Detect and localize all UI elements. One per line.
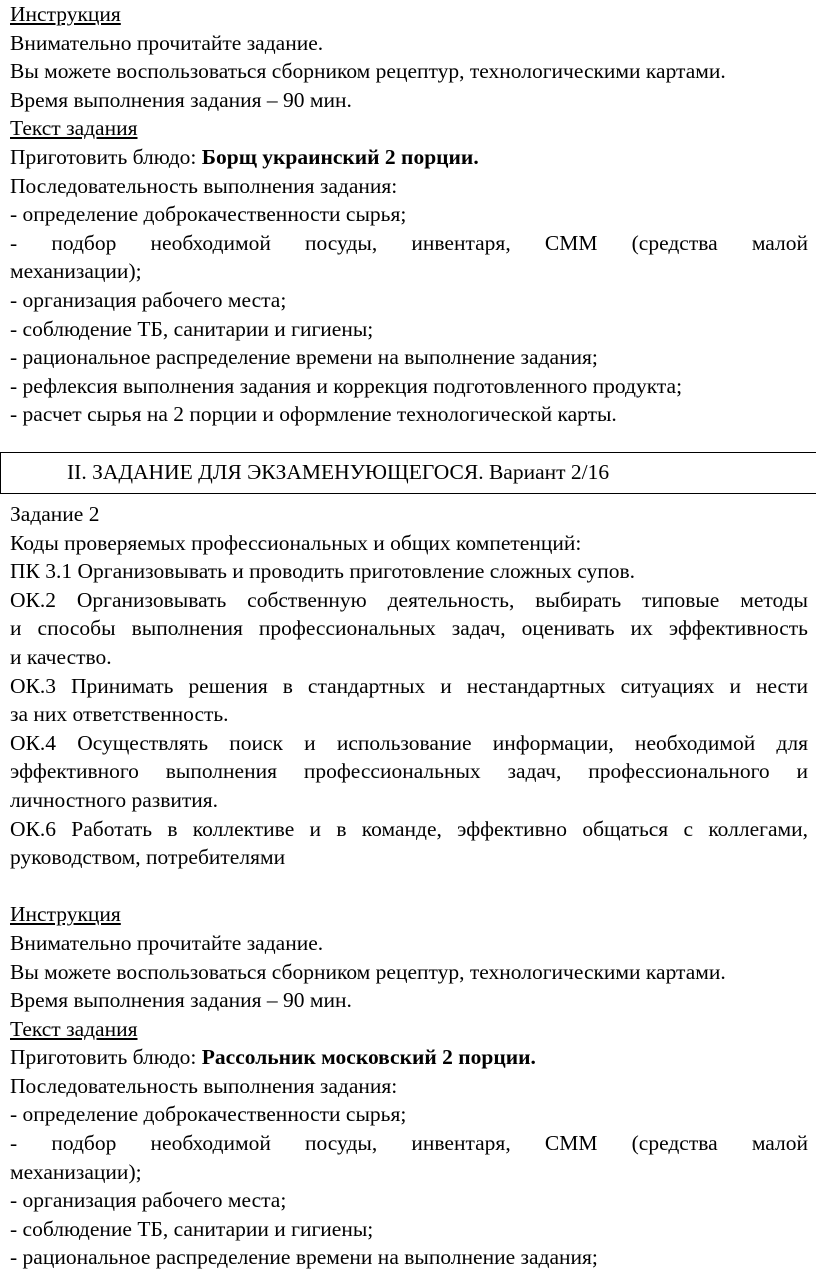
task-prefix: Приготовить блюдо: — [10, 144, 202, 169]
task-line — [10, 1043, 808, 1072]
step-item: - подбор необходимой посуды, инвентаря, СММ (средства малой — [10, 1131, 808, 1156]
instruction-line: Вы можете воспользоваться сборником рецептур, технологическими картами. — [10, 959, 726, 984]
competency-line: ОК.3 Принимать решения в стандартных и нестандартных ситуациях и нести — [10, 673, 808, 698]
task-text-heading: Текст задания — [10, 116, 138, 141]
instruction-heading: Инструкция — [10, 902, 121, 927]
competency-line: ОК.4 Осуществлять поиск и использование информации, необходимой для — [10, 730, 808, 755]
step-item: - соблюдение ТБ, санитарии и гигиены; — [10, 316, 374, 341]
step-item: механизации); — [10, 259, 142, 284]
step-item: механизации); — [10, 1159, 142, 1184]
competency-line: личностного развития. — [10, 787, 219, 812]
competency-line: ОК.6 Работать в коллективе и в команде, эффективно общаться с коллегами, — [10, 816, 808, 841]
sequence-heading: Последовательность выполнения задания: — [10, 173, 398, 198]
step-item: - соблюдение ТБ, санитарии и гигиены; — [10, 1216, 374, 1241]
step-item: - организация рабочего места; — [10, 287, 287, 312]
competency-line: и качество. — [10, 644, 112, 669]
task-number: Задание 2 — [10, 502, 100, 526]
step-item: - рациональное распределение времени на выполнение задания; — [10, 345, 598, 370]
step-item: - определение доброкачественности сырья; — [10, 1102, 407, 1127]
task-line — [10, 143, 808, 172]
step-item: - подбор необходимой посуды, инвентаря, СММ (средства малой — [10, 230, 808, 255]
competency-line: и способы выполнения профессиональных задач, оценивать их эффективность — [10, 616, 808, 641]
competency-line: эффективного выполнения профессиональных задач, профессионального и — [10, 759, 808, 784]
task-block-1 — [10, 0, 808, 429]
blank-line — [10, 872, 808, 901]
step-item: - рефлексия выполнения задания и коррекция подготовленного продукта; — [10, 373, 683, 398]
task-text-heading: Текст задания — [10, 1016, 138, 1041]
step-item: - рациональное распределение времени на выполнение задания; — [10, 1245, 598, 1270]
instruction-line: Внимательно прочитайте задание. — [10, 930, 324, 955]
section-header-box — [0, 452, 816, 494]
task-dish: Борщ украинский 2 порции. — [201, 144, 479, 169]
task-prefix: Приготовить блюдо: — [10, 1045, 202, 1070]
step-item: - расчет сырья на 2 порции и оформление технологической карты. — [10, 402, 617, 427]
sequence-heading: Последовательность выполнения задания: — [10, 1073, 398, 1098]
instruction-line: Вы можете воспользоваться сборником рецептур, технологическими картами. — [10, 59, 726, 84]
task-dish: Рассольник московский 2 порции. — [201, 1045, 536, 1070]
instruction-line: Внимательно прочитайте задание. — [10, 30, 324, 55]
competency-line: ПК 3.1 Организовывать и проводить приготовление сложных супов. — [10, 559, 635, 584]
step-item: - определение доброкачественности сырья; — [10, 202, 407, 227]
instruction-line: Время выполнения задания – 90 мин. — [10, 988, 352, 1013]
codes-heading: Коды проверяемых профессиональных и общих компетенций: — [10, 530, 582, 555]
instruction-line: Время выполнения задания – 90 мин. — [10, 87, 352, 112]
instruction-heading: Инструкция — [10, 2, 121, 26]
competency-line: за них ответственность. — [10, 702, 229, 727]
competency-line: ОК.2 Организовывать собственную деятельность, выбирать типовые методы — [10, 587, 808, 612]
section-header: II. ЗАДАНИЕ ДЛЯ ЭКЗАМЕНУЮЩЕГОСЯ. Вариант 2/16 — [67, 460, 610, 484]
task-block-2 — [10, 500, 808, 1272]
step-item: - организация рабочего места; — [10, 1188, 287, 1213]
competency-line: руководством, потребителями — [10, 845, 286, 870]
